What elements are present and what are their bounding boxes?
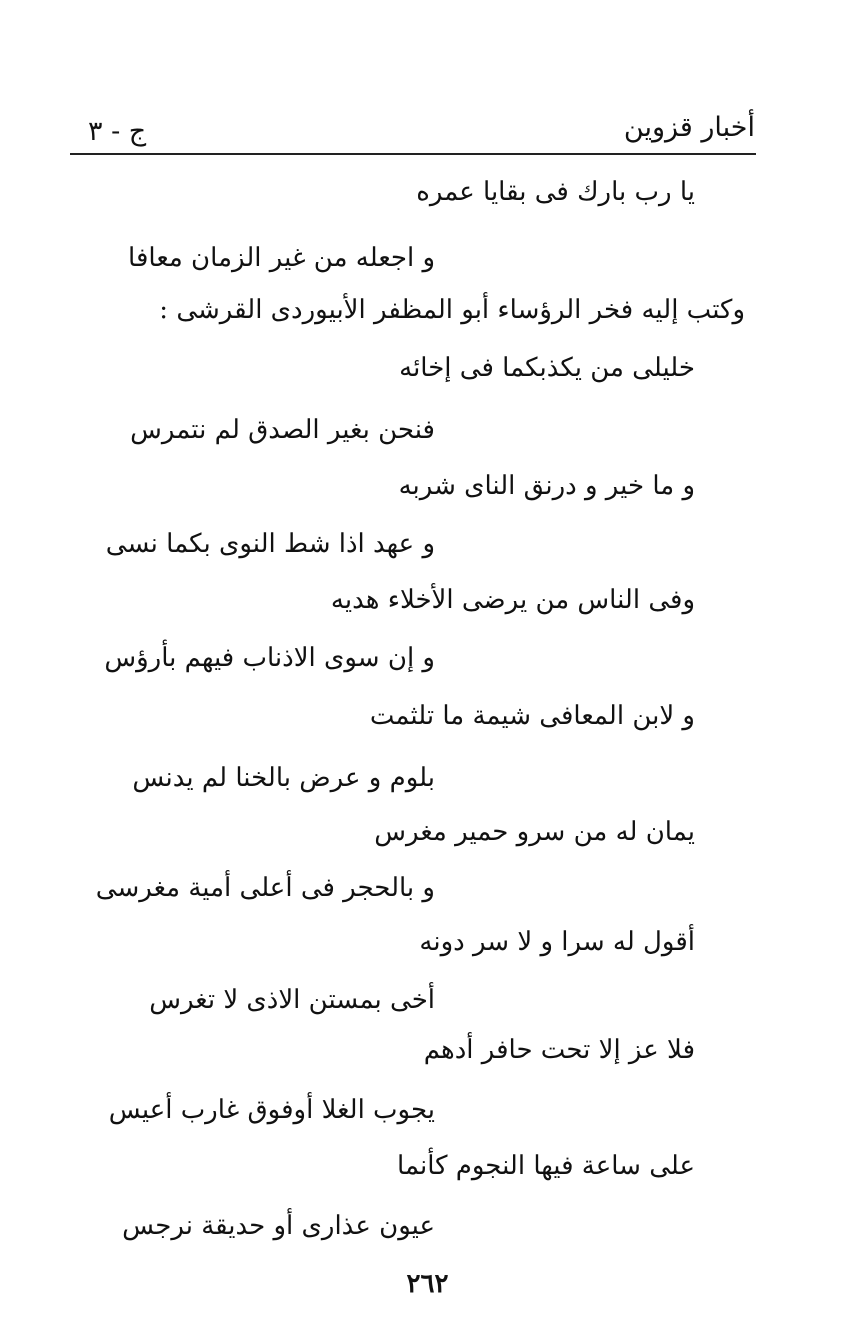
verse-line-9: و لابن المعافى شيمة ما تلثمت — [369, 701, 695, 731]
running-header-volume: ج - ٣ — [88, 116, 147, 147]
header-rule — [70, 153, 756, 155]
verse-line-10: بلوم و عرض بالخنا لم يدنس — [132, 763, 435, 793]
verse-line-17: على ساعة فيها النجوم كأنما — [397, 1151, 695, 1181]
verse-line-12: و بالحجر فى أعلى أمية مغرسى — [95, 873, 435, 903]
verse-line-2: و اجعله من غير الزمان معافا — [128, 243, 435, 273]
verse-line-4: فنحن بغير الصدق لم نتمرس — [130, 415, 435, 445]
verse-line-3: خليلى من يكذبكما فى إخائه — [399, 353, 695, 383]
verse-line-8: و إن سوى الاذناب فيهم بأرؤس — [104, 643, 435, 673]
running-header-title: أخبار قزوين — [623, 112, 755, 143]
page-number: ٢٦٢ — [406, 1269, 449, 1299]
verse-line-11: يمان له من سرو حمير مغرس — [374, 817, 695, 847]
verse-line-1: يا رب بارك فى بقايا عمره — [416, 177, 695, 207]
verse-line-18: عيون عذارى أو حديقة نرجس — [122, 1211, 435, 1241]
verse-line-14: أخى بمستن الاذى لا تغرس — [149, 985, 435, 1015]
prose-line: وكتب إليه فخر الرؤساء أبو المظفر الأبيوردى القرشى : — [159, 295, 745, 325]
verse-line-5: و ما خير و درنق الناى شربه — [398, 471, 695, 501]
verse-line-15: فلا عز إلا تحت حافر أدهم — [423, 1035, 695, 1065]
verse-line-6: و عهد اذا شط النوى بكما نسى — [105, 529, 435, 559]
verse-line-13: أقول له سرا و لا سر دونه — [419, 927, 695, 957]
verse-line-16: يجوب الغلا أوفوق غارب أعيس — [108, 1095, 435, 1125]
verse-line-7: وفى الناس من يرضى الأخلاء هديه — [330, 585, 695, 615]
